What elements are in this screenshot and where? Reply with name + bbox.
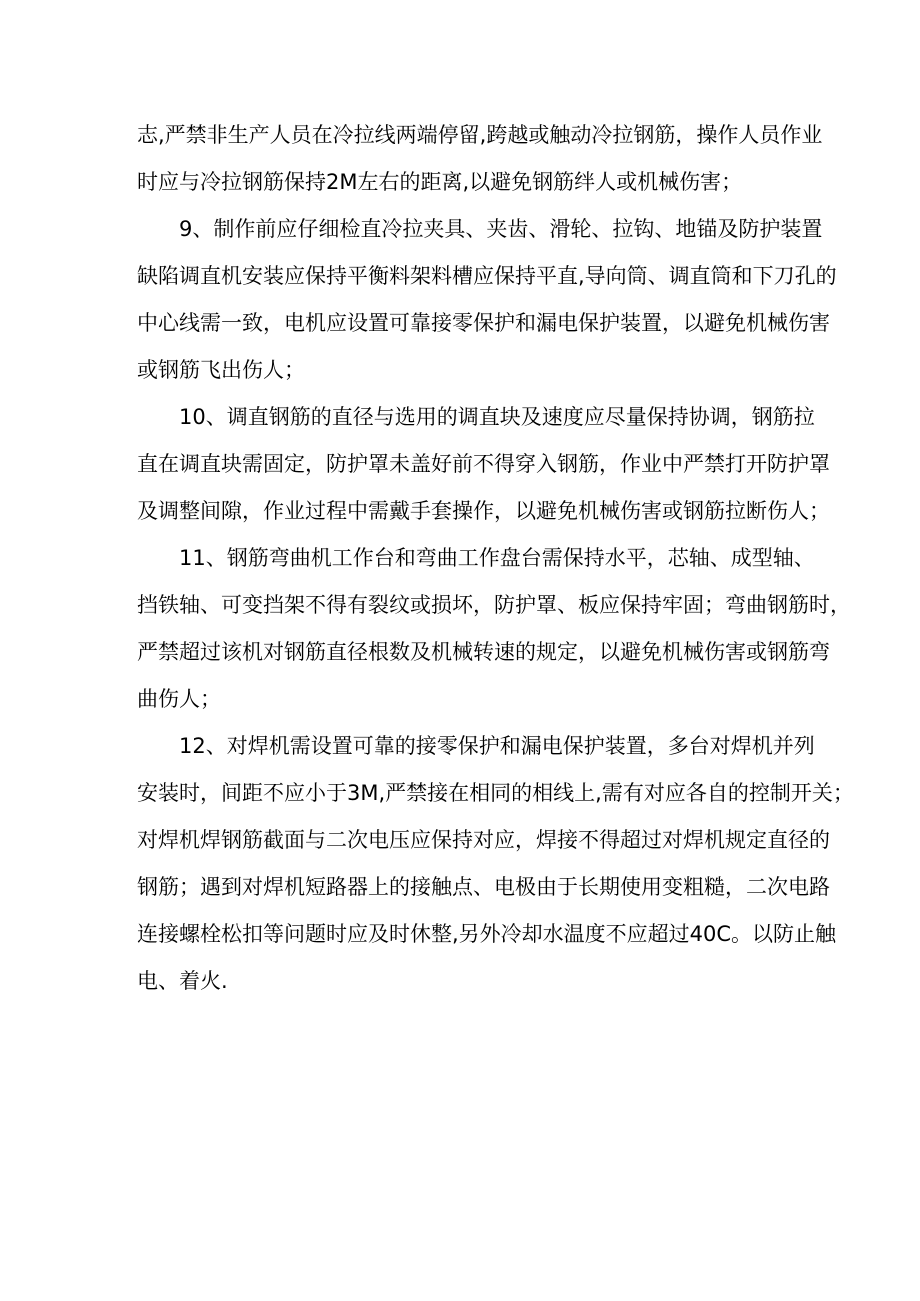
text-line: 挡铁轴、可变挡架不得有裂纹或损坏，防护罩、板应保持牢固；弯曲钢筋时， [137,593,851,617]
text-line: 曲伤人； [137,687,221,711]
paragraph-11 [137,535,851,723]
text-line: 电、着火. [137,969,228,993]
text-line: 缺陷调直机安装应保持平衡料架料槽应保持平直,导向筒、调直筒和下刀孔的 [137,264,837,288]
text-line: 连接螺栓松扣等问题时应及时休整,另外冷却水温度不应超过40C。以防止触 [137,922,837,946]
text-line: 10、调直钢筋的直径与选用的调直块及速度应尽量保持协调，钢筋拉 [179,405,815,429]
text-line: 对焊机焊钢筋截面与二次电压应保持对应，焊接不得超过对焊机规定直径的 [137,828,830,852]
text-line: 钢筋；遇到对焊机短路器上的接触点、电极由于长期使用变粗糙，二次电路 [137,875,830,899]
document-body [137,112,854,1005]
paragraph-12 [137,723,854,1005]
text-line: 12、对焊机需设置可靠的接零保护和漏电保护装置，多台对焊机并列 [179,734,815,758]
text-line: 时应与冷拉钢筋保持2M左右的距离,以避免钢筋绊人或机械伤害； [137,170,743,194]
paragraph-8-continued [137,112,823,206]
text-line: 志,严禁非生产人员在冷拉线两端停留,跨越或触动冷拉钢筋，操作人员作业 [137,123,823,147]
text-line: 或钢筋飞出伤人； [137,358,305,382]
text-line: 及调整间隙，作业过程中需戴手套操作，以避免机械伤害或钢筋拉断伤人； [137,499,830,523]
text-line: 安装时，间距不应小于3M,严禁接在相同的相线上,需有对应各自的控制开关； [137,781,854,805]
text-line: 9、制作前应仔细检直冷拉夹具、夹齿、滑轮、拉钩、地锚及防护装置 [179,217,823,241]
text-line: 直在调直块需固定，防护罩未盖好前不得穿入钢筋，作业中严禁打开防护罩 [137,452,830,476]
paragraph-9 [137,206,837,394]
text-line: 中心线需一致，电机应设置可靠接零保护和漏电保护装置，以避免机械伤害 [137,311,830,335]
text-line: 严禁超过该机对钢筋直径根数及机械转速的规定，以避免机械伤害或钢筋弯 [137,640,830,664]
text-line: 11、钢筋弯曲机工作台和弯曲工作盘台需保持水平，芯轴、成型轴、 [179,546,815,570]
paragraph-10 [137,394,830,535]
